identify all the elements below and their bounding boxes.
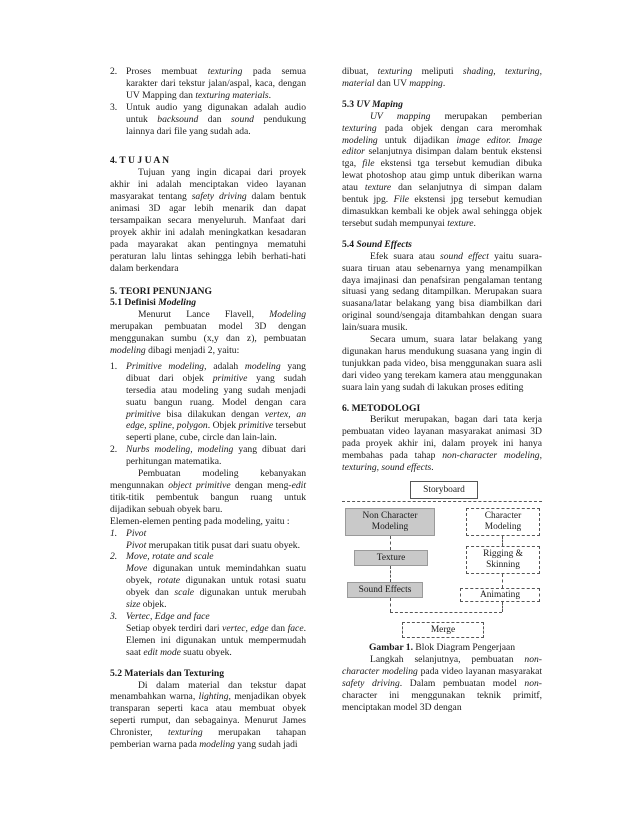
animating-box: Animating: [460, 588, 540, 602]
uv-paragraph: UV mapping merupakan pemberian texturing pada objek dengan cara meromhak modeling untuk dijadikan image editor. Image editor selanjutnya disimpan dalam bentuk ekstensi tga, file ekstensi tga tersebut kemudian dibuka lewat photoshop atau gimp untuk diberikan warna atau texture dan selanjutnya di simpan dalam bentuk jpg. File ekstensi jpg tersebut kemudian dimasukkan kembali ke objek awal sehingga objek tersebut sudah mempunyai texture.: [342, 110, 543, 229]
tujuan-paragraph: Tujuan yang ingin dicapai dari proyek akhir ini adalah menciptakan video layanan masyarakat tentang safety driving dalam bentuk animasi 3D agar lebih menarik dan dapat tersampaikan secara menyeluruh. Manfaat dari proyek akhir ini adalah meningkatkan kesadaran pada mayarakat akan pentingnya mematuhi peraturan lalu lintas sehingga lebih berhati-hati dalam berkendara: [110, 167, 306, 274]
list-item: 2. Nurbs modeling, modeling yang dibuat dari perhitungan matematika.: [110, 444, 306, 468]
continued-paragraph: dibuat, texturing meliputi shading, texturing, material dan UV mapping.: [342, 66, 542, 89]
definisi-paragraph: Menurut Lance Flavell, Modeling merupakan pembuatan model 3D dengan menggunakan sumbu (x,y dan z), pembuatan modeling dibagi menjadi 2, yaitu:: [110, 309, 306, 357]
rigging-skinning-box: Rigging & Skinning: [466, 546, 540, 574]
texture-box: Texture: [354, 550, 428, 566]
list-item: 2. Proses membuat texturing pada semua karakter dari tekstur jalan/aspal, kaca, dengan UV Mapping dan texturing materials.: [110, 66, 306, 101]
metodologi-paragraph: Berikut merupakan, bagan dari tata kerja pembuatan video layanan masyarakat animasi 3D pada proyek akhir ini, dalam proyek ini hanya membahas pada tahap non-character modeling, texturing, sound effects.: [342, 414, 542, 474]
section-heading-tujuan: 4. T U J U A N: [110, 155, 170, 167]
sound-effects-box: Sound Effects: [347, 582, 423, 598]
subsection-heading-sound: 5.4 Sound Effects: [342, 238, 412, 250]
block-diagram: [342, 480, 542, 620]
section-heading-metodologi: 6. METODOLOGI: [342, 402, 421, 414]
storyboard-box: Storyboard: [410, 481, 478, 499]
elemen-intro: Elemen-elemen penting pada modeling, yaitu :: [110, 515, 290, 527]
right-column: [342, 66, 542, 713]
subsection-heading-uv: 5.3 UV Maping: [342, 98, 403, 110]
section-heading-teori: 5. TEORI PENUNJANG: [110, 285, 212, 297]
list-item: 2. Move, rotate and scale Move digunakan untuk memindahkan suatu obyek, rotate digunakan untuk rotasi suatu obyek dan scale digunakan untuk merubah size objek.: [110, 551, 306, 611]
merge-box: Merge: [402, 622, 484, 638]
top-list: [110, 66, 306, 137]
sound-paragraph-1: Efek suara atau sound effect yaitu suara-suara tiruan atau sebenarnya yang menampilkan daya imajinasi dan penafsiran pengalaman tentang situasi yang sedang ditampilkan. Merupakan suara suasana/latar belakang yang bisa diambilkan dari original sound/sengaja ditambahkan dengan suara lain/suara musik.: [342, 250, 543, 334]
figure-caption: Gambar 1. Blok Diagram Pengerjaan: [368, 642, 516, 653]
closing-paragraph: Langkah selanjutnya, pembuatan non-character modeling pada video layanan masyarakat safety driving. Dalam pembuatan model non-character ini menggunakan teknik primitf, menciptakan model 3D dengan: [342, 653, 543, 713]
pembuatan-paragraph: Pembuatan modeling kebanyakan mengunnakan object primitive dengan meng-edit titik-titik pembentuk bangun ruang untuk dijadikan sebuah obyek baru.: [110, 468, 306, 515]
modeling-list: [110, 361, 306, 468]
list-item: 3. Untuk audio yang digunakan adalah audio untuk backsound dan sound pendukung lainnya dari file yang sudah ada.: [110, 101, 306, 137]
materials-paragraph: Di dalam material dan tekstur dapat menambahkan warna, lighting, menjadikan obyek transparan seperti kaca atau membuat obyek seperti rumput, dan sebagainya. Menurut James Chronister, texturing merupakan tahapan pemberian warna pada modeling yang sudah jadi: [110, 679, 306, 751]
subsection-heading-definisi: 5.1 Definisi Modeling: [110, 297, 197, 309]
list-item: 1. Pivot Pivot merupakan titik pusat dari suatu obyek.: [110, 527, 300, 551]
sound-paragraph-2: Secara umum, suara latar belakang yang digunakan harus mendukung suasana yang ingin di tunjukkan pada video, bisa menggunakan suara asli dari video yang terekam kamera atau menggunakan suara lain yang sudah di lakukan proses editing: [342, 334, 542, 393]
subsection-heading-materials: 5.2 Materials dan Texturing: [110, 667, 225, 679]
list-item: 3. Vertec, Edge and face Setiap obyek terdiri dari vertec, edge dan face. Elemen ini digunakan untuk mempermudah saat edit mode suatu obyek.: [110, 610, 306, 658]
left-column: [110, 66, 306, 751]
non-character-modeling-box: Non Character Modeling: [345, 508, 435, 536]
character-modeling-box: Character Modeling: [466, 508, 540, 536]
list-item: 1. Primitive modeling, adalah modeling yang dibuat dari objek primitive yang sudah tersedia atau modeling yang sudah menjadi suatu bangun ruang. Model dengan cara primitive bisa dilakukan dengan vertex, an edge, spline, polygon. Objek primitive tersebut seperti plane, cube, circle dan lain-lain.: [110, 360, 307, 444]
elements-list: [110, 528, 306, 659]
